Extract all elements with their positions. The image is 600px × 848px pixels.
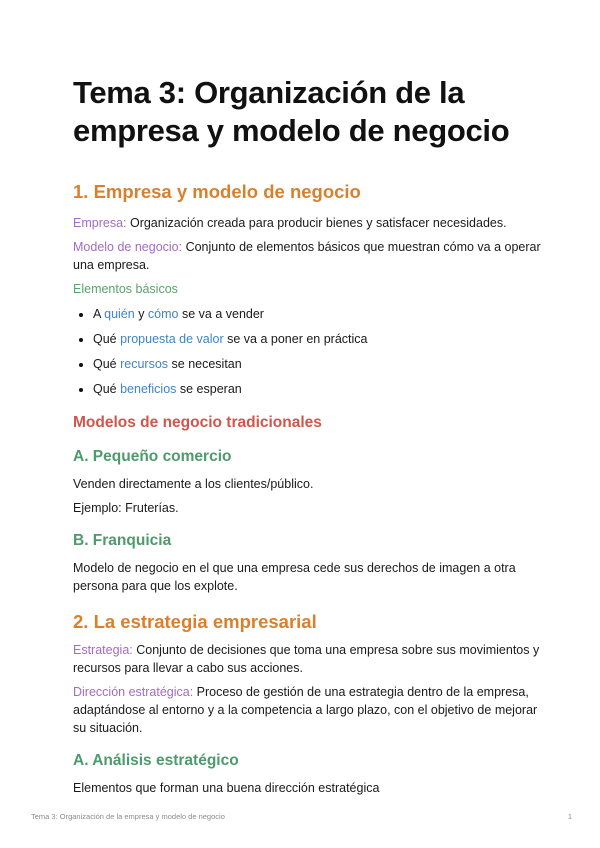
definition-modelo-text: Conjunto de elementos básicos que muestran cómo va a operar una empresa. bbox=[73, 240, 541, 272]
definition-direccion bbox=[73, 683, 543, 737]
paragraph: Venden directamente a los clientes/público. bbox=[73, 477, 314, 491]
definition-estrategia-text: Conjunto de decisiones que toma una empresa sobre sus movimientos y recursos para llevar a cabo sus acciones. bbox=[73, 643, 540, 675]
section-heading-1: 1. Empresa y modelo de negocio bbox=[73, 181, 361, 202]
subsection-heading-tradicionales: Modelos de negocio tradicionales bbox=[73, 414, 322, 431]
list-item: • Qué propuesta de valor se va a poner en práctica bbox=[93, 330, 543, 348]
elementos-list bbox=[73, 305, 543, 398]
definition-empresa-text: Organización creada para producir bienes y satisfacer necesidades. bbox=[126, 216, 507, 230]
term-estrategia: Estrategia: bbox=[73, 643, 133, 657]
subsection-heading-analisis: A. Análisis estratégico bbox=[73, 752, 239, 769]
footer-title: Tema 3: Organización de la empresa y modelo de negocio bbox=[31, 812, 225, 821]
section-heading-2: 2. La estrategia empresarial bbox=[73, 611, 317, 632]
list-item: • Qué recursos se necesitan bbox=[93, 355, 543, 373]
paragraph: Modelo de negocio en el que una empresa cede sus derechos de imagen a otra persona para que los explote. bbox=[73, 561, 516, 593]
term-direccion: Dirección estratégica: bbox=[73, 685, 194, 699]
definition-modelo bbox=[73, 238, 543, 274]
definition-direccion-text: Proceso de gestión de una estrategia dentro de la empresa, adaptándose al entorno y a la competencia a largo plazo, con el objetivo de mejorar su situación. bbox=[73, 685, 538, 735]
paragraph: Ejemplo: Fruterías. bbox=[73, 501, 179, 515]
list-item: • A quién y cómo se va a vender bbox=[93, 305, 543, 323]
list-item: • Qué beneficios se esperan bbox=[93, 380, 543, 398]
term-empresa: Empresa: bbox=[73, 216, 127, 230]
page-number: 1 bbox=[567, 812, 572, 821]
paragraph: Elementos que forman una buena dirección estratégica bbox=[73, 781, 380, 795]
page-footer bbox=[31, 812, 572, 821]
term-modelo: Modelo de negocio: bbox=[73, 240, 183, 254]
elementos-label: Elementos básicos bbox=[73, 282, 178, 296]
subsection-heading-pequeno-comercio: A. Pequeño comercio bbox=[73, 448, 232, 465]
page-title: Tema 3: Organización de la empresa y modelo de negocio bbox=[73, 75, 510, 148]
definition-empresa bbox=[73, 214, 543, 232]
definition-estrategia bbox=[73, 641, 543, 677]
subsection-heading-franquicia: B. Franquicia bbox=[73, 532, 172, 549]
document-page bbox=[73, 74, 543, 797]
